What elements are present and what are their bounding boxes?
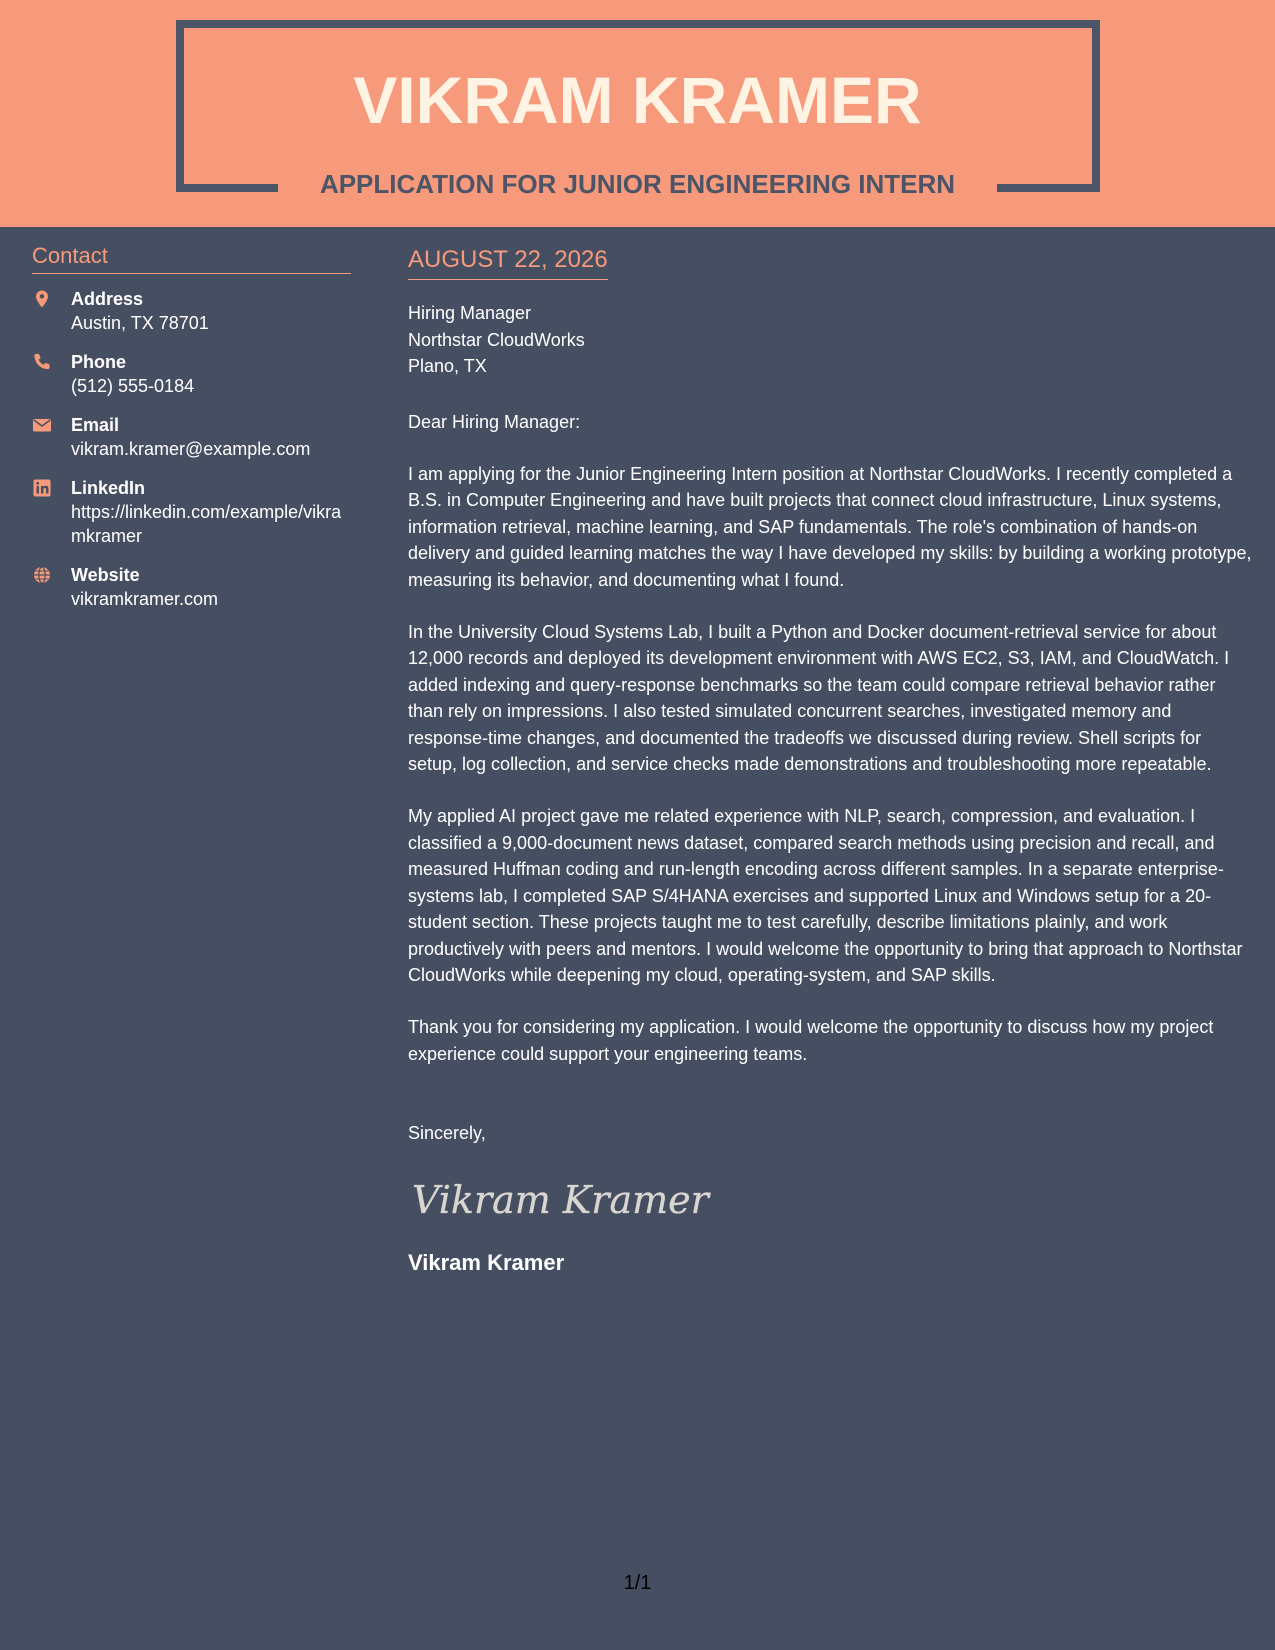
linkedin-icon [32,478,52,498]
contact-value: vikramkramer.com [71,589,219,609]
contact-phone [32,350,351,398]
recipient-block [408,300,1253,380]
header-frame-top [176,20,1100,28]
contact-value: vikram.kramer@example.com [71,439,311,459]
map-pin-icon [32,289,52,309]
contact-value: Austin, TX 78701 [71,313,209,333]
signer-name: Vikram Kramer [408,1249,565,1275]
contact-label: LinkedIn [71,478,146,498]
greeting: Dear Hiring Manager: [408,411,581,432]
letter-paragraph: My applied AI project gave me related experience with NLP, search, compression, and evaluation. I classified a 9,000-document news dataset, compared search methods using precision and recall, and measured Huffman coding and run-length encoding across different samples. In a separate enterprise-systems lab, I completed SAP S/4HANA exercises and supported Linux and Windows setup for a 20-student section. These projects taught me to test carefully, describe limitations plainly, and work productively with peers and mentors. I would welcome the opportunity to bring that approach to Northstar CloudWorks while deepening my cloud, operating-system, and SAP skills. [408,806,1243,985]
contact-email [32,413,351,461]
applicant-name: VIKRAM KRAMER [353,63,922,137]
globe-icon [32,565,52,585]
contact-website [32,563,351,611]
recipient-line: Northstar CloudWorks [408,329,585,350]
application-subtitle: APPLICATION FOR JUNIOR ENGINEERING INTERN [319,169,956,199]
contact-sidebar [32,242,351,611]
contact-value: https://linkedin.com/example/vikramkramer [71,502,342,546]
contact-heading: Contact [32,242,351,274]
letter-paragraph: I am applying for the Junior Engineering Intern position at Northstar CloudWorks. I recently completed a B.S. in Computer Engineering and have built projects that connect cloud infrastructure, Linux systems, information retrieval, machine learning, and SAP fundamentals. The role's combination of hands-on delivery and guided learning matches the way I have developed my skills: by building a working prototype, measuring its behavior, and documenting what I found. [408,464,1252,590]
letter-body [408,245,1253,1277]
page-number: 1/1 [623,1572,652,1594]
envelope-icon [32,415,52,435]
closing: Sincerely, [408,1123,486,1144]
contact-label: Phone [71,352,127,372]
letter-paragraph: In the University Cloud Systems Lab, I built a Python and Docker document-retrieval service for about 12,000 records and deployed its development environment with AWS EC2, S3, IAM, and CloudWatch. I added indexing and query-response benchmarks so the team could compare retrieval behavior rather than rely on impressions. I also tested simulated concurrent searches, investigated memory and response-time changes, and documented the tradeoffs we discussed during review. Shell scripts for setup, log collection, and service checks made demonstrations and troubleshooting more repeatable. [408,622,1230,775]
svg-text:Vikram Kramer: Vikram Kramer [412,1177,709,1222]
handwritten-signature [408,1167,1253,1233]
contact-label: Website [71,565,140,585]
recipient-line: Plano, TX [408,356,487,376]
recipient-line: Hiring Manager [408,303,532,323]
phone-icon [32,352,52,372]
letter-paragraph: Thank you for considering my application. I would welcome the opportunity to discuss how my project experience could support your engineering teams. [408,1017,1214,1064]
letter-date: AUGUST 22, 2026 [408,245,608,280]
contact-label: Email [71,415,120,435]
contact-label: Address [71,289,144,309]
header-banner [0,0,1275,227]
contact-linkedin [32,476,351,548]
contact-address [32,287,351,335]
contact-value: (512) 555-0184 [71,376,195,396]
